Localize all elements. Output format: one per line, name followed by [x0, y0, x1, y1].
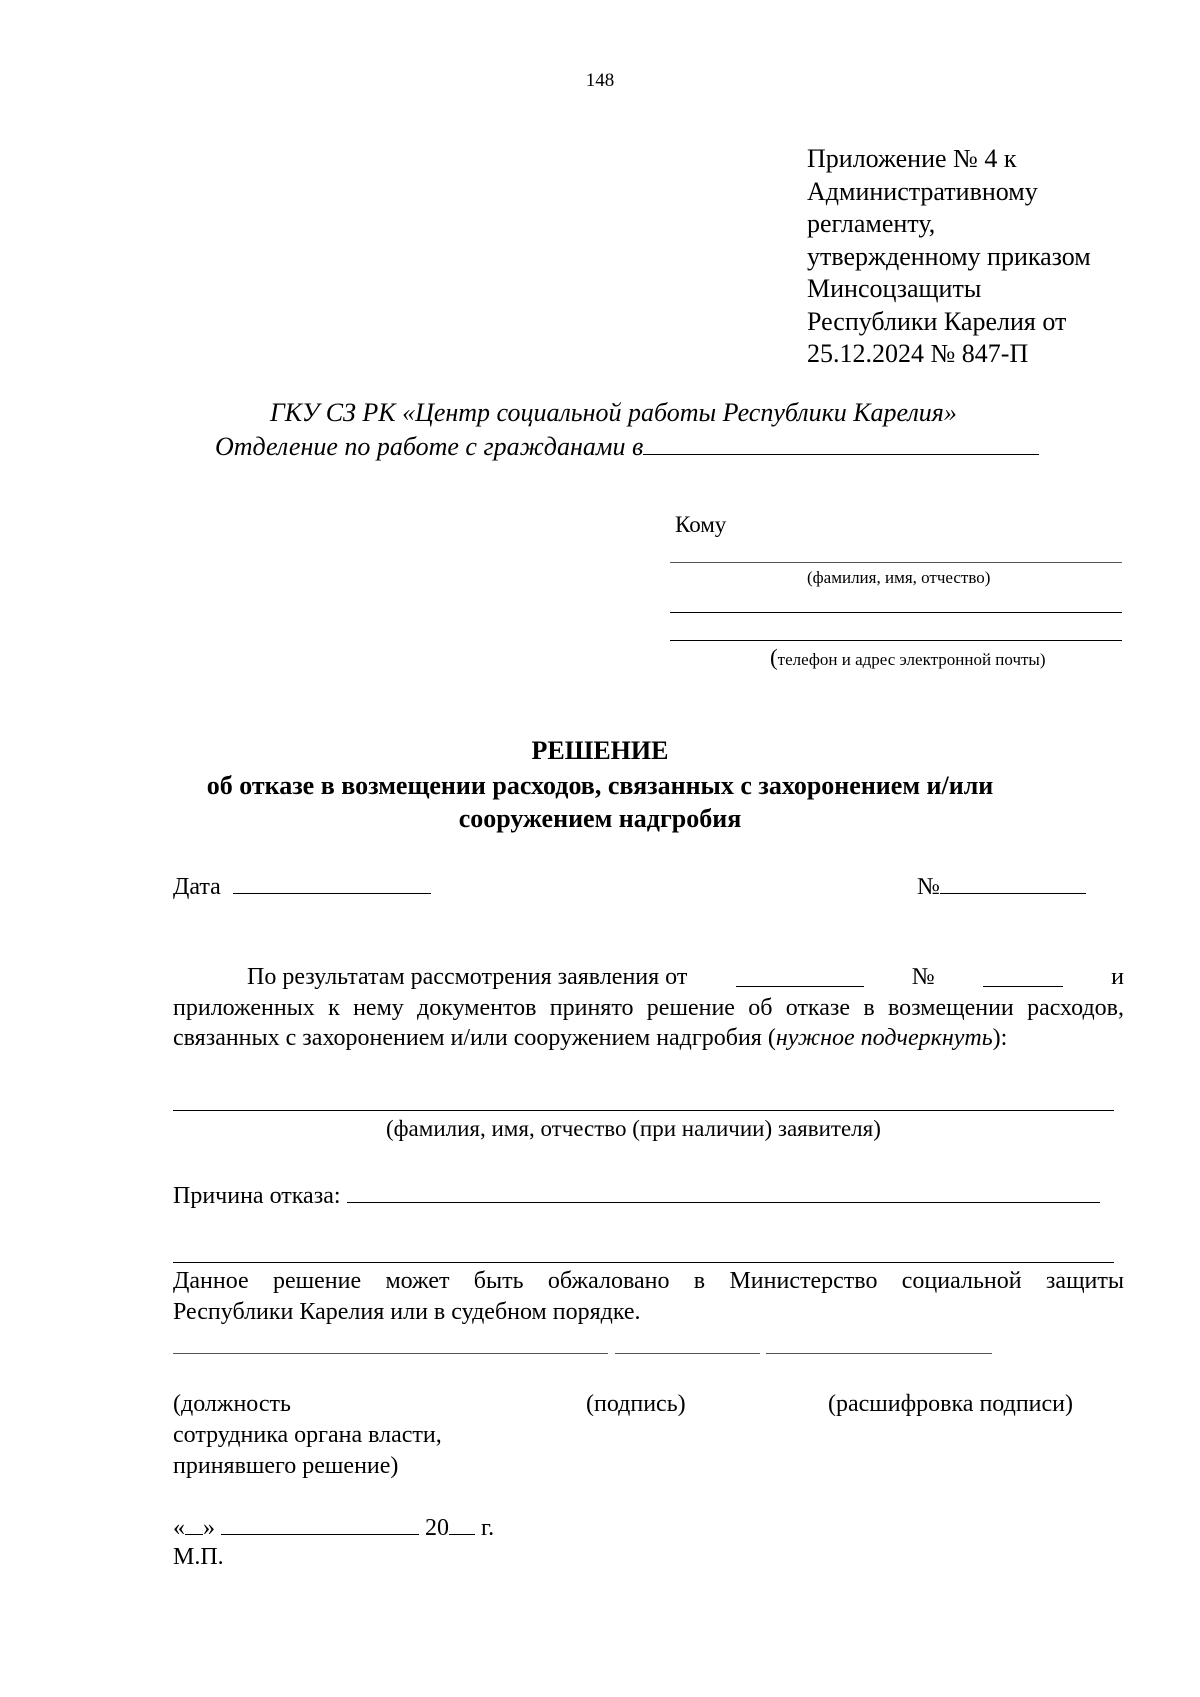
application-number-blank [983, 962, 1063, 987]
year-blank [449, 1510, 475, 1535]
document-title: РЕШЕНИЕ [531, 736, 669, 765]
caption-text: телефон и адрес электронной почты) [777, 650, 1046, 669]
application-date-blank [736, 962, 864, 987]
department-blank [643, 428, 1039, 455]
number-blank [940, 869, 1086, 894]
day-blank [185, 1510, 203, 1535]
recipient-name-line [670, 562, 1122, 563]
date-blank [233, 869, 431, 894]
recipient-contact-line-1 [670, 612, 1122, 613]
p1-end: ): [992, 1025, 1008, 1051]
signing-date [173, 1510, 494, 1544]
appendix-line: Минсоцзащиты [807, 274, 982, 303]
department-label: Отделение по работе с гражданами в [215, 432, 644, 461]
position-line [173, 1353, 608, 1354]
appendix-line: Республики Карелия от [807, 306, 1067, 336]
decision-paragraph [173, 962, 1124, 1054]
appendix-line: 25.12.2024 № 847-П [807, 339, 1029, 368]
date-close-quote: » [203, 1515, 215, 1541]
decryption-line [766, 1353, 992, 1354]
caption-paren: ( [770, 645, 778, 670]
page-number: 148 [585, 70, 615, 91]
paragraph-first-line [173, 962, 1124, 993]
appendix-line: Приложение № 4 к [807, 144, 1017, 173]
recipient-name-caption: (фамилия, имя, отчество) [807, 568, 991, 587]
position-caption-line: сотрудника органа власти, [173, 1422, 442, 1448]
position-caption [173, 1389, 442, 1482]
applicant-line [173, 1110, 1114, 1111]
p1-rest: приложенных к нему документов принято решение об отказе в возмещении расходов, связанных с захоронением и/или сооружением надгробия ( [173, 994, 1124, 1051]
p1-and: и [1111, 964, 1124, 990]
reason-line-2 [173, 1262, 1114, 1263]
appendix-block [807, 143, 1091, 371]
signature-caption: (подпись) [586, 1391, 686, 1417]
organization-department [215, 428, 1039, 462]
p1-number-sign: № [911, 964, 935, 990]
position-caption-line: (должность [173, 1391, 291, 1417]
organization-name: ГКУ СЗ РК «Центр социальной работы Республики Карелия» [270, 398, 957, 427]
date-open-quote: « [173, 1515, 185, 1541]
reason-blank [347, 1178, 1100, 1203]
signature-line [615, 1353, 760, 1354]
appendix-line: Административному [807, 176, 1038, 206]
date-label: Дата [173, 874, 221, 900]
appeal-line-1: Данное решение может быть обжаловано в Министерство социальной защиты [173, 1268, 1124, 1294]
p1-start: По результатам рассмотрения заявления от [247, 964, 688, 990]
year-suffix: г. [481, 1515, 495, 1541]
year-prefix: 20 [425, 1515, 449, 1541]
document-subtitle: об отказе в возмещении расходов, связанных с захоронением и/или сооружением надгробия [206, 771, 994, 833]
applicant-caption: (фамилия, имя, отчество (при наличии) заявителя) [386, 1116, 881, 1141]
recipient-to-label: Кому [675, 512, 727, 537]
reason-field [173, 1178, 1100, 1210]
appendix-line: утвержденному приказом [807, 241, 1091, 271]
paragraph-rest [173, 993, 1124, 1054]
stamp-label: М.П. [173, 1544, 224, 1570]
date-field [173, 869, 431, 901]
decryption-caption: (расшифровка подписи) [828, 1391, 1073, 1417]
reason-label: Причина отказа: [173, 1183, 341, 1209]
position-caption-line: принявшего решение) [173, 1453, 399, 1479]
recipient-contact-line-2 [670, 640, 1122, 641]
appeal-paragraph [173, 1266, 1124, 1328]
number-label: № [917, 874, 940, 900]
month-blank [221, 1510, 419, 1535]
recipient-contacts-caption [770, 645, 1046, 671]
number-field [917, 869, 1086, 901]
appeal-line-2: Республики Карелия или в судебном порядке. [173, 1299, 641, 1325]
appendix-line: регламенту, [807, 209, 936, 238]
p1-italic-note: нужное подчеркнуть [775, 1025, 993, 1051]
